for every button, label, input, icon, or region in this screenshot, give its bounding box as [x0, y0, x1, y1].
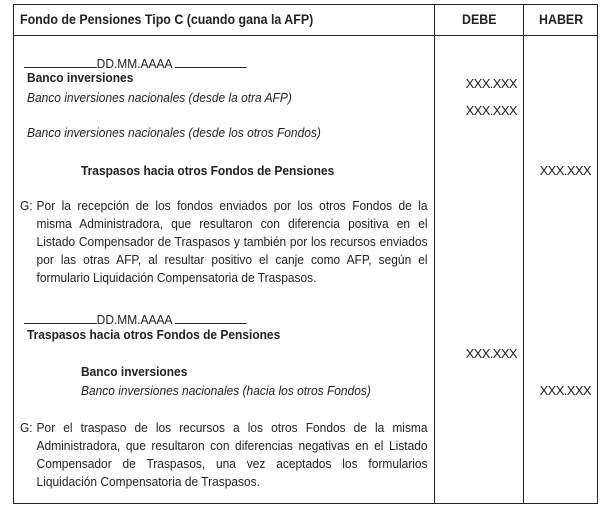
entry2-gloss-text: Por el traspaso de los recursos a los otros Fondos de la misma Administradora, que resultaron con diferencias negativas en el Listado Compensador de Traspasos, una vez aceptados los formularios Liquidación Compensatoria de Traspasos. — [36, 420, 428, 489]
entry2-debit-account: Traspasos hacia otros Fondos de Pensiones — [27, 327, 281, 342]
entry1-gloss-text: Por la recepción de los fondos enviados por los otros Fondos de la misma Administradora, que resultaron con diferencia positiva en el Listado Compensador de Traspasos y también por los recursos enviados por las otras AFP, al resultar positivo el canje como AFP, según el formulario Liquidación Compensatoria de Traspasos. — [36, 198, 428, 285]
column-header-debe: DEBE — [462, 12, 497, 27]
entry1-debit-account: Banco inversiones — [27, 70, 134, 85]
date-underline-right — [175, 54, 247, 68]
entry1-gloss — [20, 197, 428, 287]
entry1-debit-subaccount-1: Banco inversiones nacionales (desde la otra AFP) — [27, 90, 292, 105]
entry1-debit-value-1: XXX.XXX — [465, 76, 517, 91]
entry1-debit-subaccount-2: Banco inversiones nacionales (desde los otros Fondos) — [27, 125, 321, 140]
date-underline-left — [24, 54, 97, 68]
header-divider — [14, 35, 597, 36]
table-title: Fondo de Pensiones Tipo C (cuando gana la AFP) — [20, 12, 314, 27]
entry2-gloss-label: G: — [20, 420, 33, 435]
journal-entry-table — [13, 4, 598, 504]
entry2-credit-subaccount: Banco inversiones nacionales (hacia los otros Fondos) — [81, 383, 371, 398]
entry1-credit-account: Traspasos hacia otros Fondos de Pensiones — [81, 163, 335, 178]
date-underline-left — [24, 310, 97, 324]
entry1-date: DD.MM.AAAA — [96, 56, 172, 71]
entry2-date: DD.MM.AAAA — [96, 312, 172, 327]
entry1-gloss-label: G: — [20, 198, 33, 213]
entry2-debit-value: XXX.XXX — [465, 346, 517, 361]
entry2-credit-value: XXX.XXX — [539, 383, 591, 398]
entry2-gloss — [20, 419, 428, 491]
entry2-date-line — [24, 310, 247, 328]
column-divider-haber — [523, 5, 524, 503]
entry1-debit-value-2: XXX.XXX — [465, 103, 517, 118]
entry1-credit-value: XXX.XXX — [539, 163, 591, 178]
date-underline-right — [175, 310, 247, 324]
column-divider-debe — [434, 5, 435, 503]
entry2-credit-account: Banco inversiones — [81, 364, 188, 379]
column-header-haber: HABER — [539, 12, 584, 27]
